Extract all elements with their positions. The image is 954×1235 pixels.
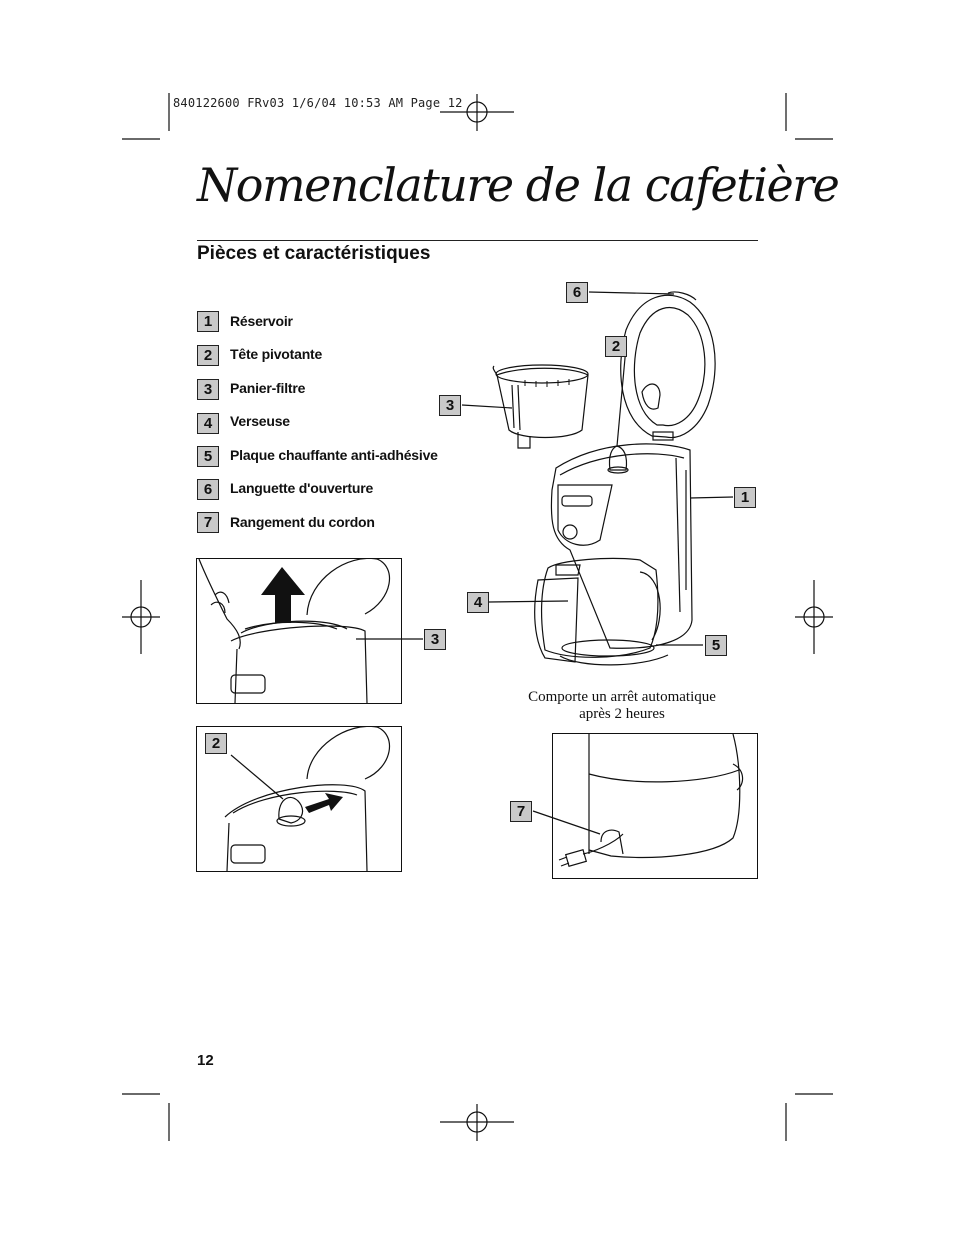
callout-inset-cordon: 7 [510,801,532,822]
callout-languette: 6 [566,282,588,303]
part-label: Verseuse [230,413,290,429]
callout-tete: 2 [605,336,627,357]
callout-panier: 3 [439,395,461,416]
part-number-badge: 4 [197,413,219,434]
part-number-badge: 2 [197,345,219,366]
caption-line: après 2 heures [579,706,665,722]
callout-verseuse: 4 [467,592,489,613]
part-label: Tête pivotante [230,346,323,362]
part-number-badge: 1 [197,311,219,332]
page-number: 12 [197,1052,214,1069]
part-label: Panier-filtre [230,380,306,396]
part-number-badge: 5 [197,446,219,467]
part-number-badge: 3 [197,379,219,400]
part-label: Plaque chauffante anti-adhésive [230,447,438,463]
callout-inset-tete: 2 [205,733,227,754]
callout-reservoir: 1 [734,487,756,508]
part-label: Languette d'ouverture [230,480,374,496]
part-number-badge: 7 [197,512,219,533]
page-title: Nomenclature de la cafetière [197,158,839,212]
section-heading: Pièces et caractéristiques [197,243,431,264]
callout-plaque: 5 [705,635,727,656]
printer-slug: 840122600 FRv03 1/6/04 10:53 AM Page 12 [173,96,463,110]
part-label: Rangement du cordon [230,514,375,530]
part-number-badge: 6 [197,479,219,500]
caption-line: Comporte un arrêt automatique [528,689,716,705]
callout-inset-panier: 3 [424,629,446,650]
part-label: Réservoir [230,313,293,329]
